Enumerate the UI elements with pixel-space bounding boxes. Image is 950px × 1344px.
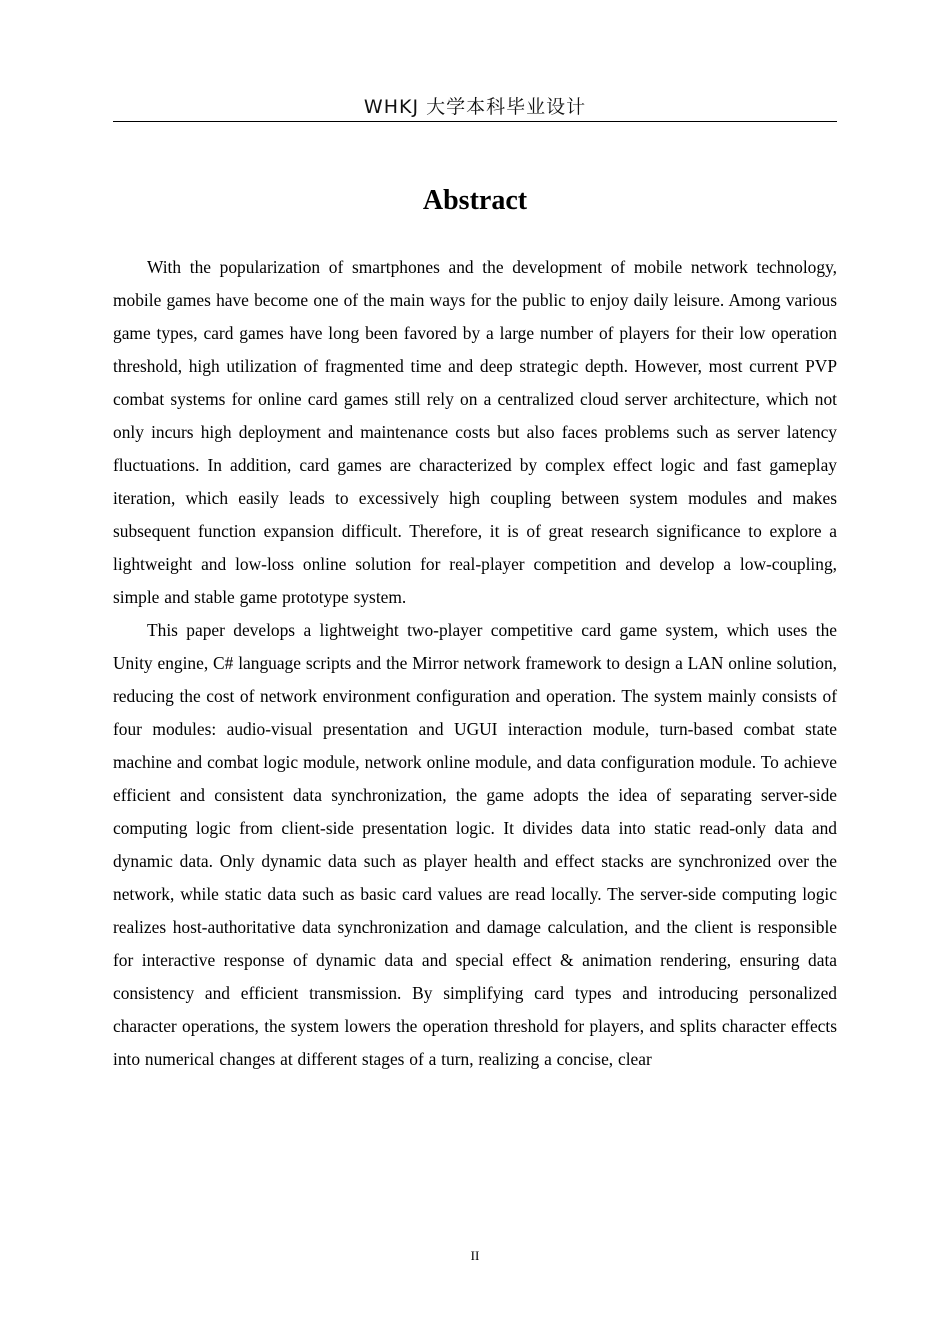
header-rule [113,121,837,122]
abstract-title: Abstract [422,185,528,216]
abstract-body [113,251,837,1076]
page-number: II [470,1248,480,1263]
running-header: WHKJ 大学本科毕业设计 [363,96,587,118]
abstract-paragraph-2: This paper develops a lightweight two-player competitive card game system, which uses the Unity engine, C# language scripts and the Mirror network framework to design a LAN online solution, reducing the cost of network environment configuration and operation. The system mainly consists of four modules: audio-visual presentation and UGUI interaction module, turn-based combat state machine and combat logic module, network online module, and data configuration module. To achieve efficient and consistent data synchronization, the game adopts the idea of separating server-side computing logic from client-side presentation logic. It divides data into static read-only data and dynamic data. Only dynamic data such as player health and effect stacks are synchronized over the network, while static data such as basic card values are read locally. The server-side computing logic realizes host-authoritative data synchronization and damage calculation, and the client is responsible for interactive response of dynamic data and special effect & animation rendering, ensuring data consistency and efficient transmission. By simplifying card types and introducing personalized character operations, the system lowers the operation threshold for players, and splits character effects into numerical changes at different stages of a turn, realizing a concise, clear [113,620,837,1069]
abstract-paragraph-1: With the popularization of smartphones and the development of mobile network technology, mobile games have become one of the main ways for the public to enjoy daily leisure. Among various game types, card games have long been favored by a large number of players for their low operation threshold, high utilization of fragmented time and deep strategic depth. However, most current PVP combat systems for online card games still rely on a centralized cloud server architecture, which not only incurs high deployment and maintenance costs but also faces problems such as server latency fluctuations. In addition, card games are characterized by complex effect logic and fast gameplay iteration, which easily leads to excessively high coupling between system modules and makes subsequent function expansion difficult. Therefore, it is of great research significance to explore a lightweight and low-loss online solution for real-player competition and develop a low-coupling, simple and stable game prototype system. [113,257,837,607]
